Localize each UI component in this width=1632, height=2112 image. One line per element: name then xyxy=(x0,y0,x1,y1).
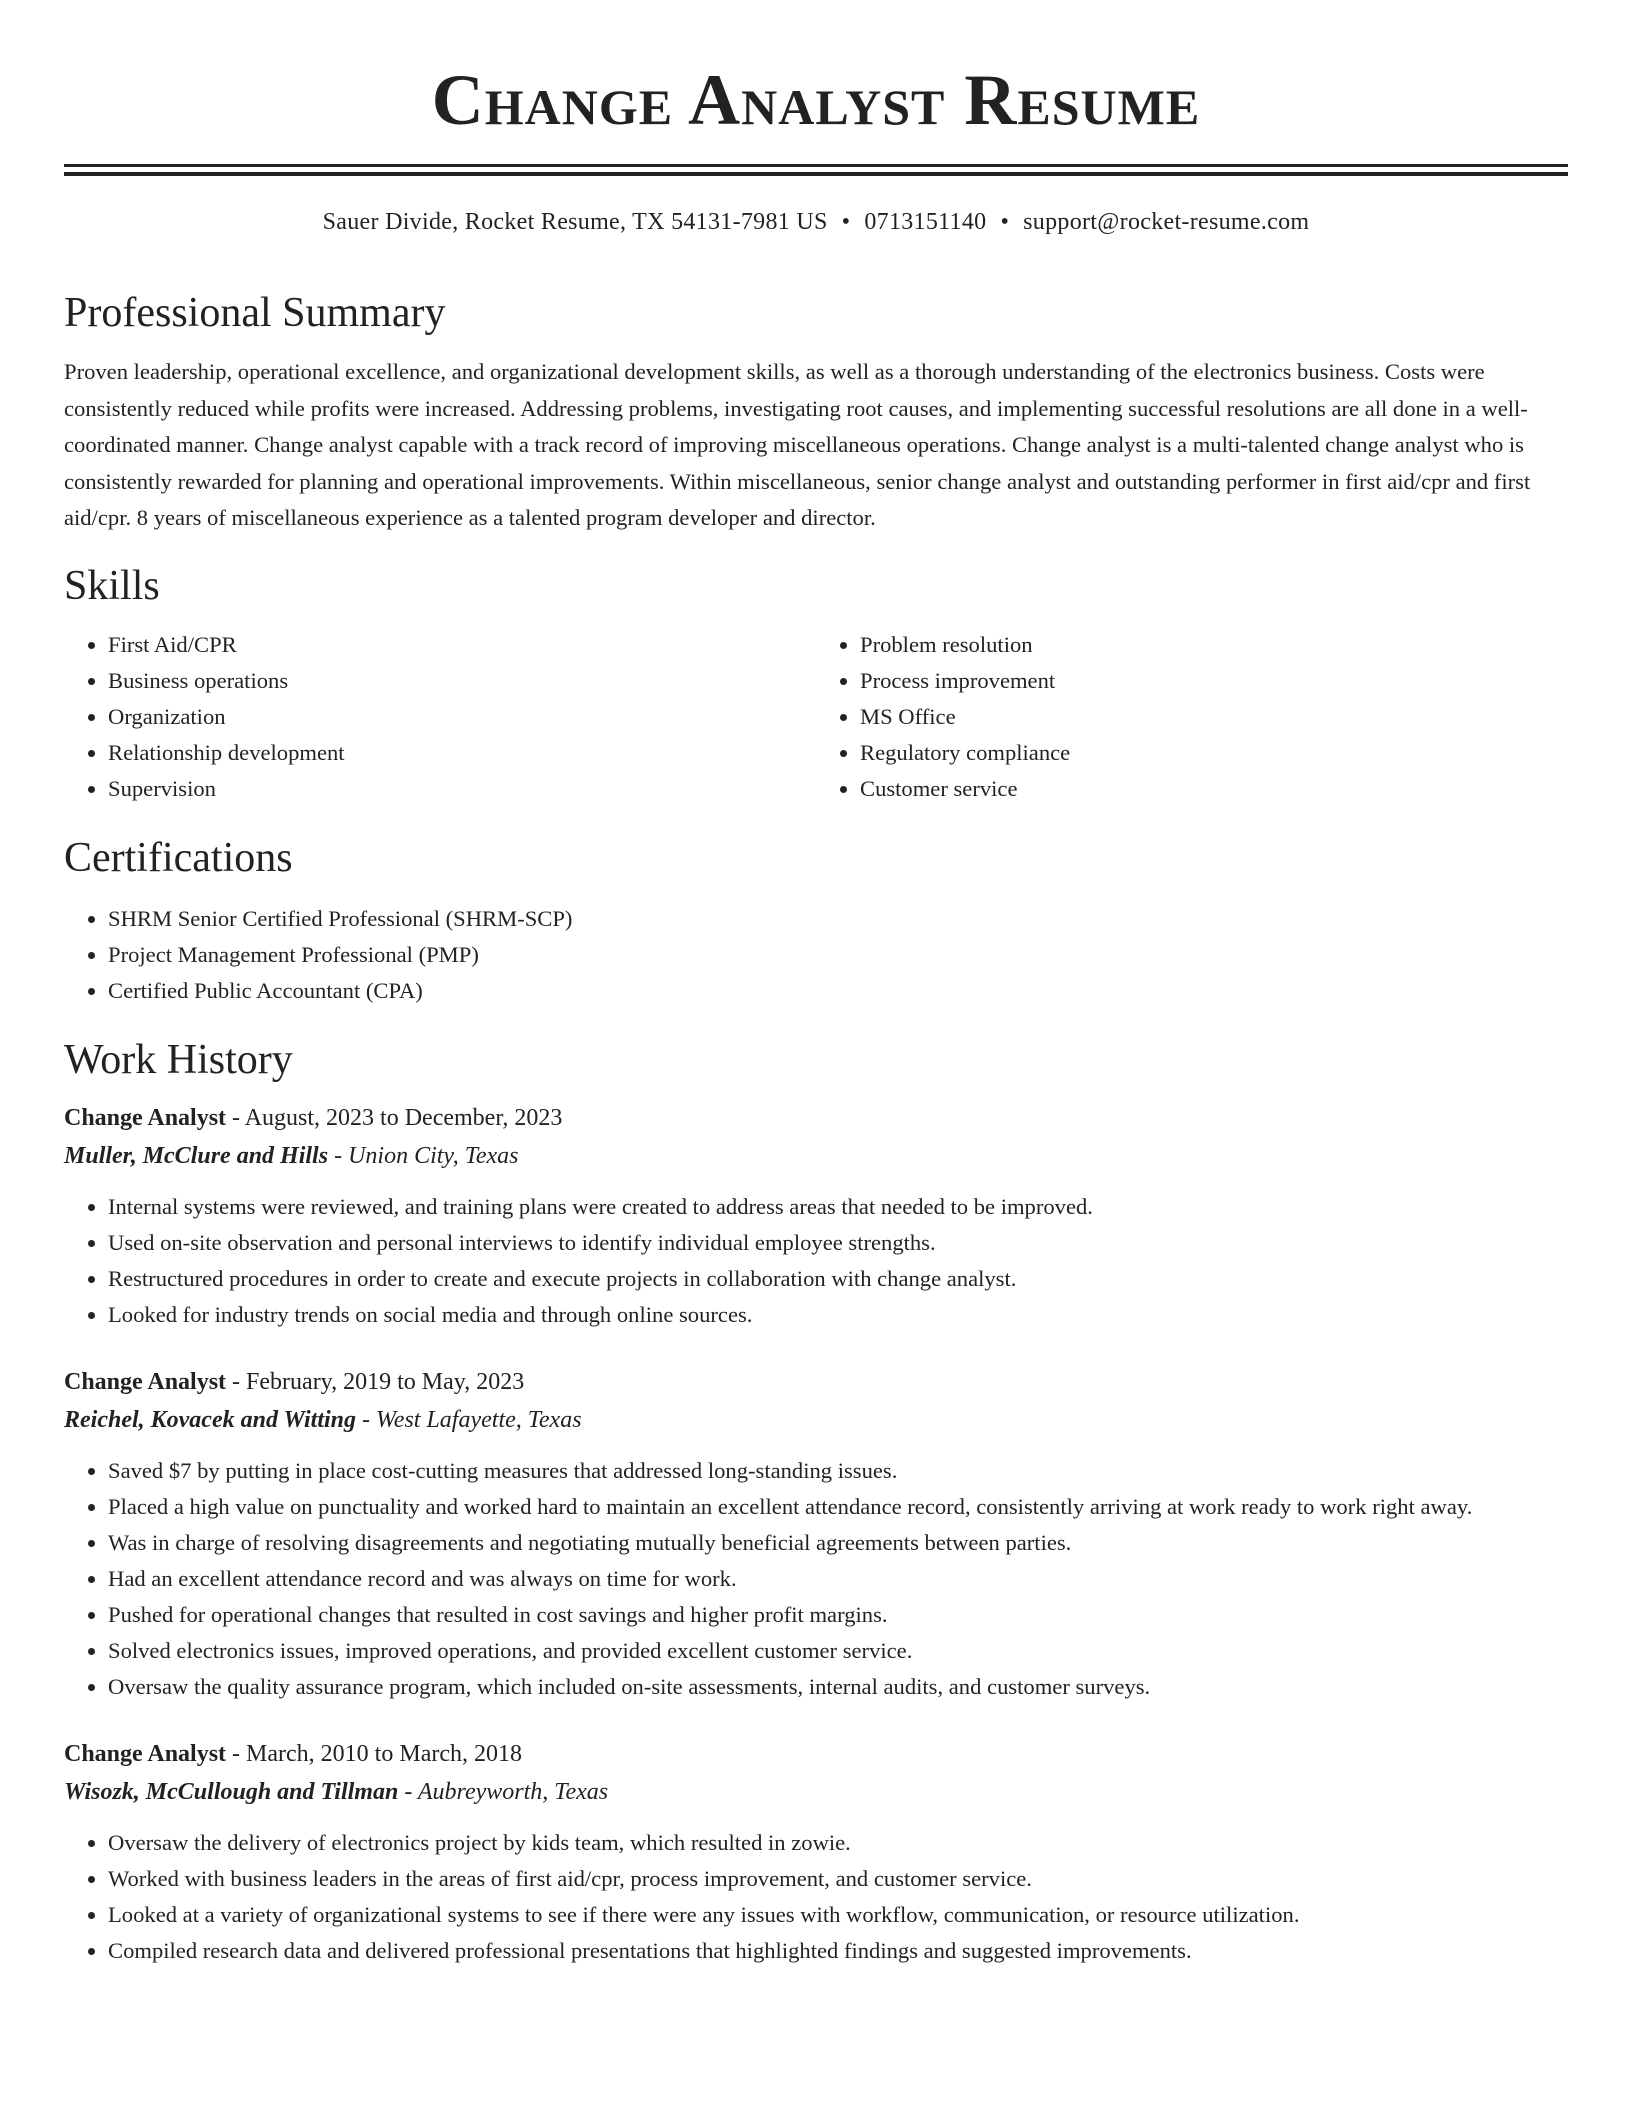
job-company: Reichel, Kovacek and Witting xyxy=(64,1406,356,1433)
job-company-line: Muller, McClure and Hills - Union City, Texas xyxy=(64,1142,519,1169)
certification-item: • SHRM Senior Certified Professional (SHRM-SCP) xyxy=(108,901,1568,937)
job-bullet: • Oversaw the quality assurance program, which included on-site assessments, internal audits, and customer surveys. xyxy=(108,1669,1568,1705)
job-bullet: • Saved $7 by putting in place cost-cutting measures that addressed long-standing issues. xyxy=(108,1453,1568,1489)
skill-item: • Customer service xyxy=(860,771,1568,807)
job-dates: February, 2019 to May, 2023 xyxy=(246,1368,525,1395)
job-dates: August, 2023 to December, 2023 xyxy=(244,1104,563,1131)
skills-heading: Skills xyxy=(64,562,160,609)
certifications-heading: Certifications xyxy=(64,834,293,881)
job-title-line: Change Analyst - February, 2019 to May, 2023 xyxy=(64,1368,525,1395)
certification-item: • Certified Public Accountant (CPA) xyxy=(108,973,1568,1009)
skills-list xyxy=(64,627,1568,807)
contact-email: support@rocket-resume.com xyxy=(1023,209,1310,235)
job-dates: March, 2010 to March, 2018 xyxy=(246,1740,522,1767)
job-bullet: • Had an excellent attendance record and was always on time for work. xyxy=(108,1561,1568,1597)
job-location: Aubreyworth, Texas xyxy=(417,1778,609,1805)
job-bullet: • Restructured procedures in order to create and execute projects in collaboration with change analyst. xyxy=(108,1261,1568,1297)
job-bullet: • Looked for industry trends on social media and through online sources. xyxy=(108,1297,1568,1333)
contact-line xyxy=(64,206,1568,238)
job-bullet: • Used on-site observation and personal interviews to identify individual employee strengths. xyxy=(108,1225,1568,1261)
job-location: Union City, Texas xyxy=(348,1142,519,1169)
job-title-line: Change Analyst - August, 2023 to December, 2023 xyxy=(64,1104,563,1131)
skill-item: • First Aid/CPR xyxy=(108,627,816,663)
job-bullet: • Pushed for operational changes that resulted in cost savings and higher profit margins. xyxy=(108,1597,1568,1633)
skills-right-column xyxy=(816,627,1568,807)
summary-text: Proven leadership, operational excellence, and organizational development skills, as well as a thorough understanding of the electronics business. Costs were consistently reduced while profits were increased. Addressing problems, investigating root causes, and implementing successful resolutions are all done in a well-coordinated manner. Change analyst capable with a track record of improving miscellaneous operations. Change analyst is a multi-talented change analyst who is consistently rewarded for planning and operational improvements. Within miscellaneous, senior change analyst and outstanding performer in first aid/cpr and first aid/cpr. 8 years of miscellaneous experience as a talented program developer and director. xyxy=(64,359,1531,531)
title-divider xyxy=(64,164,1568,176)
skill-item: • Relationship development xyxy=(108,735,816,771)
job-company-line: Reichel, Kovacek and Witting - West Lafayette, Texas xyxy=(64,1406,582,1433)
job-bullet: • Solved electronics issues, improved operations, and provided excellent customer service. xyxy=(108,1633,1568,1669)
job-entry xyxy=(64,1099,1568,1333)
skill-item: • Supervision xyxy=(108,771,816,807)
skill-item: • Regulatory compliance xyxy=(860,735,1568,771)
job-entry xyxy=(64,1363,1568,1705)
job-company: Muller, McClure and Hills xyxy=(64,1142,329,1169)
skill-item: • Process improvement xyxy=(860,663,1568,699)
skill-item: • Problem resolution xyxy=(860,627,1568,663)
job-title-line: Change Analyst - March, 2010 to March, 2018 xyxy=(64,1740,522,1767)
skill-item: • MS Office xyxy=(860,699,1568,735)
job-role: Change Analyst xyxy=(64,1368,227,1395)
contact-address: Sauer Divide, Rocket Resume, TX 54131-7981 US xyxy=(322,209,828,235)
skill-item: • Organization xyxy=(108,699,816,735)
job-bullet: • Compiled research data and delivered professional presentations that highlighted findings and suggested improvements. xyxy=(108,1933,1568,1969)
job-bullet: • Worked with business leaders in the areas of first aid/cpr, process improvement, and customer service. xyxy=(108,1861,1568,1897)
job-bullets xyxy=(64,1189,1568,1333)
skill-item: • Business operations xyxy=(108,663,816,699)
job-bullet: • Internal systems were reviewed, and training plans were created to address areas that needed to be improved. xyxy=(108,1189,1568,1225)
job-bullet: • Was in charge of resolving disagreements and negotiating mutually beneficial agreements between parties. xyxy=(108,1525,1568,1561)
job-bullet: • Placed a high value on punctuality and worked hard to maintain an excellent attendance record, consistently arriving at work ready to work right away. xyxy=(108,1489,1568,1525)
resume-title: Change Analyst Resume xyxy=(431,60,1201,140)
contact-separator: • xyxy=(841,209,851,235)
certifications-list xyxy=(64,901,1568,1009)
job-company-line: Wisozk, McCullough and Tillman - Aubreyworth, Texas xyxy=(64,1778,609,1805)
certification-item: • Project Management Professional (PMP) xyxy=(108,937,1568,973)
job-location: West Lafayette, Texas xyxy=(376,1406,582,1433)
work-history-heading: Work History xyxy=(64,1036,293,1083)
job-role: Change Analyst xyxy=(64,1104,227,1131)
job-role: Change Analyst xyxy=(64,1740,227,1767)
job-entry xyxy=(64,1735,1568,1969)
skills-left-column xyxy=(64,627,816,807)
job-company: Wisozk, McCullough and Tillman xyxy=(64,1778,399,1805)
job-bullet: • Oversaw the delivery of electronics project by kids team, which resulted in zowie. xyxy=(108,1825,1568,1861)
contact-separator: • xyxy=(1000,209,1010,235)
resume-page xyxy=(64,0,1568,1969)
contact-phone: 0713151140 xyxy=(864,209,987,235)
job-bullet: • Looked at a variety of organizational systems to see if there were any issues with workflow, communication, or resource utilization. xyxy=(108,1897,1568,1933)
job-bullets xyxy=(64,1825,1568,1969)
job-bullets xyxy=(64,1453,1568,1705)
summary-heading: Professional Summary xyxy=(64,290,446,336)
